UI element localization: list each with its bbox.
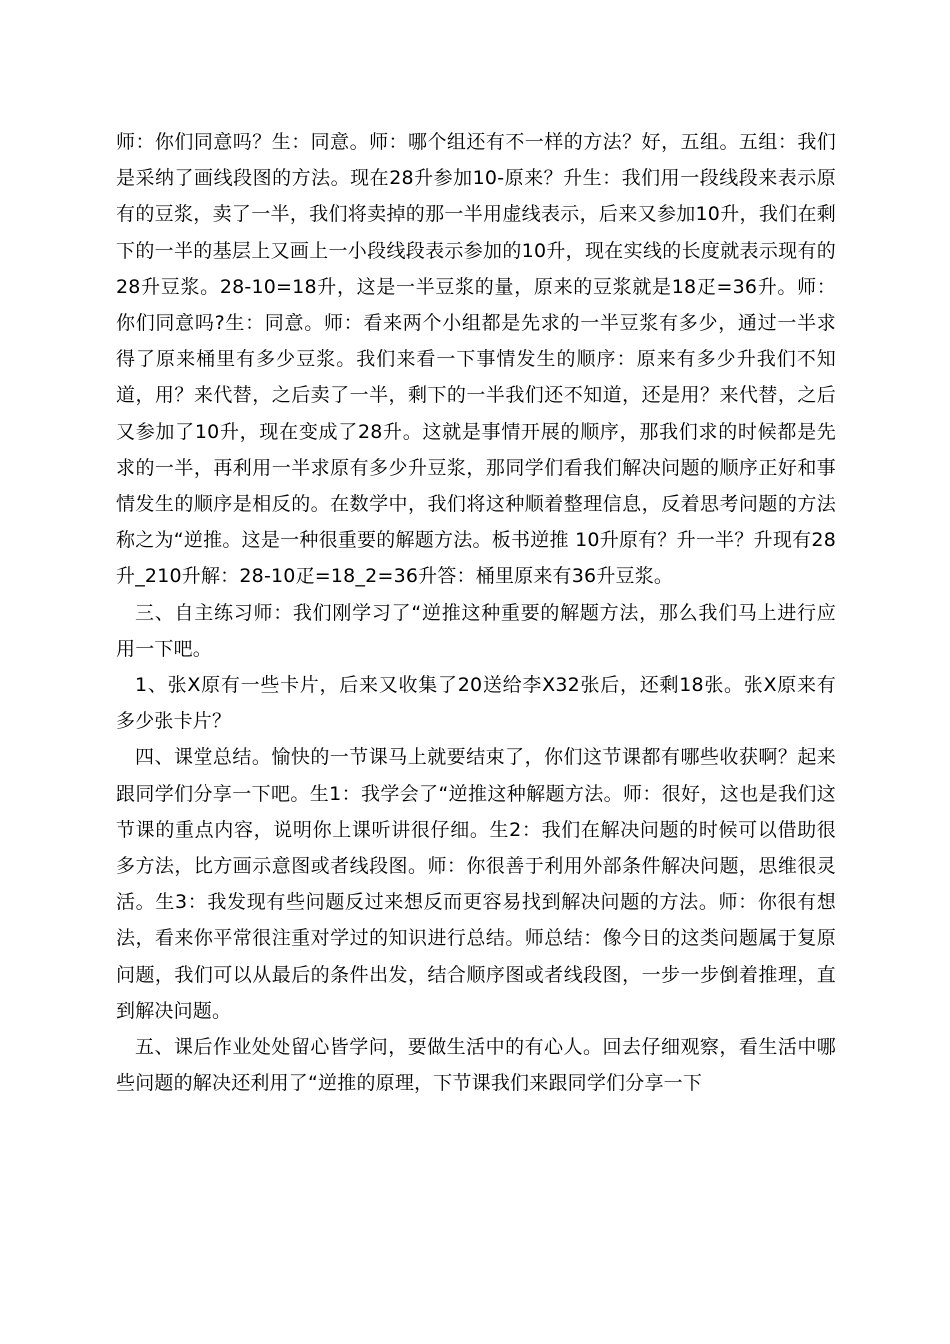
paragraph-homework: 五、课后作业处处留心皆学问，要做生活中的有心人。回去仔细观察，看生活中哪些问题的解决还利用了“逆推的原理，下节课我们来跟同学们分享一下 bbox=[116, 1036, 836, 1095]
paragraph-self-practice: 三、自主练习师：我们刚学习了“逆推这种重要的解题方法，那么我们马上进行应用一下吧。 bbox=[116, 601, 836, 660]
paragraph-class-summary: 四、课堂总结。愉快的一节课马上就要结束了，你们这节课都有哪些收获啊？起来跟同学们分享一下吧。生1：我学会了“逆推这种解题方法。师：很好，这也是我们这节课的重点内容，说明你上课听讲很仔细。生2：我们在解决问题的时候可以借助很多方法，比方画示意图或者线段图。师：你很善于利用外部条件解决问题，思维很灵活。生3：我发现有些问题反过来想反而更容易找到解决问题的方法。师：你很有想法，看来你平常很注重对学过的知识进行总结。师总结：像今日的这类问题属于复原问题，我们可以从最后的条件出发，结合顺序图或者线段图，一步一步倒着推理，直到解决问题。 bbox=[116, 746, 836, 1022]
document-page bbox=[116, 124, 836, 1101]
paragraph-lesson-discussion: 师：你们同意吗？生：同意。师：哪个组还有不一样的方法？好，五组。五组：我们是采纳了画线段图的方法。现在28升参加10-原来？升生：我们用一段线段来表示原有的豆浆，卖了一半，我们将卖掉的那一半用虚线表示，后来又参加10升，我们在剩下的一半的基层上又画上一小段线段表示参加的10升，现在实线的长度就表示现有的28升豆浆。28-10=18升，这是一半豆浆的量，原来的豆浆就是18疋=36升。师：你们同意吗?生：同意。师：看来两个小组都是先求的一半豆浆有多少，通过一半求得了原来桶里有多少豆浆。我们来看一下事情发生的顺序：原来有多少升我们不知道，用？来代替，之后卖了一半，剩下的一半我们还不知道，还是用？来代替，之后又参加了10升，现在变成了28升。这就是事情开展的顺序，那我们求的时候都是先求的一半，再利用一半求原有多少升豆浆，那同学们看我们解决问题的顺序正好和事情发生的顺序是相反的。在数学中，我们将这种顺着整理信息，反着思考问题的方法称之为“逆推。这是一种很重要的解题方法。板书逆推 10升原有？升一半？升现有28升_210升解：28-10疋=18_2=36升答：桶里原来有36升豆浆。 bbox=[116, 131, 836, 588]
paragraph-exercise-1: 1、张X原有一些卡片，后来又收集了20送给李X32张后，还剩18张。张X原来有多少张卡片？ bbox=[116, 674, 836, 733]
